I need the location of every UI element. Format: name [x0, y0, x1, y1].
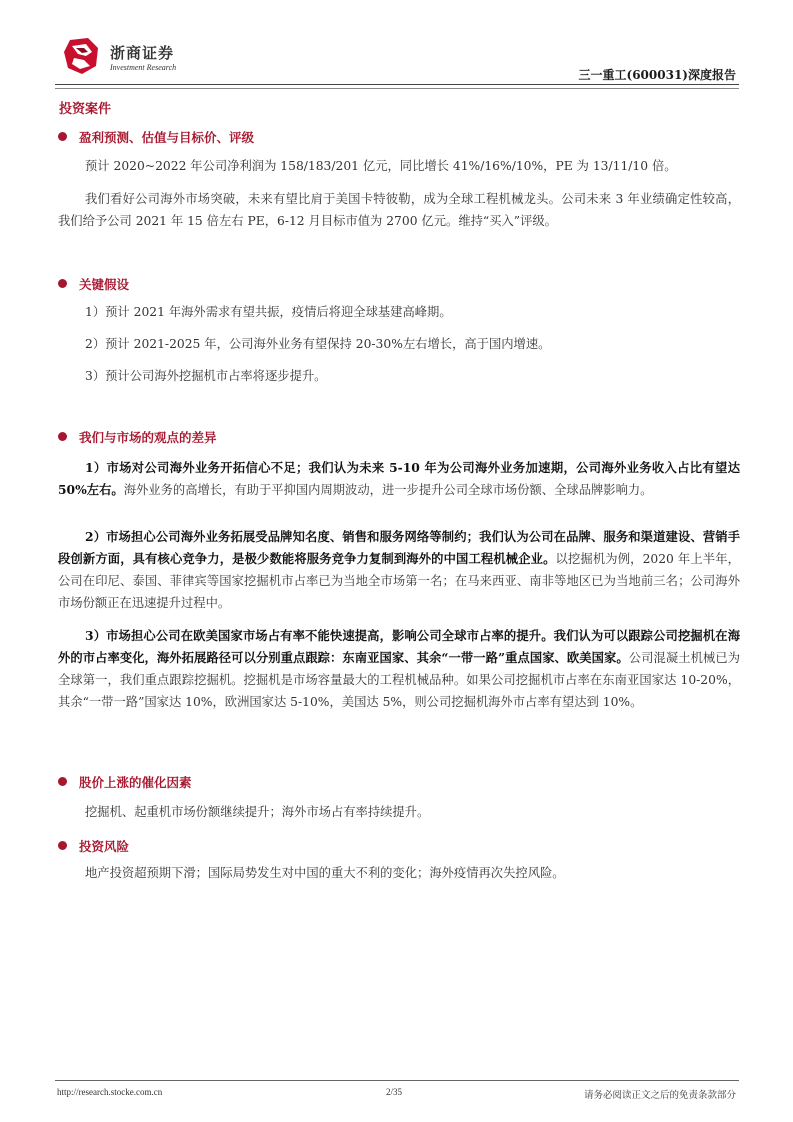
difference-paragraph-3 — [58, 625, 740, 713]
difference-paragraph-1 — [58, 457, 740, 501]
bullet-dot-icon — [58, 132, 67, 141]
paragraph-valuation: 我们看好公司海外市场突破，未来有望比肩于美国卡特彼勒，成为全球工程机械龙头。公司未来 3 年业绩确定性较高，我们给予公司 2021 年 15 倍左右 PE，6-12 月目标市值为 2700 亿元。维持“买入”评级。 — [58, 192, 740, 228]
bullet-dot-icon — [58, 279, 67, 288]
heading-profit-forecast — [58, 128, 254, 146]
page-number: 2/35 — [386, 1087, 403, 1097]
heading-text: 股价上涨的催化因素 — [79, 775, 192, 790]
risks-text: 地产投资超预期下滑；国际局势发生对中国的重大不利的变化；海外疫情再次失控风险。 — [85, 866, 565, 880]
heading-text: 我们与市场的观点的差异 — [79, 430, 217, 445]
bullet-dot-icon — [58, 841, 67, 850]
header-divider — [55, 84, 739, 85]
heading-key-assumptions — [58, 275, 129, 293]
difference-1-text: 海外业务的高增长，有助于平抑国内周期波动，进一步提升公司全球市场份额、全球品牌影响力。 — [123, 483, 653, 497]
bullet-dot-icon — [58, 777, 67, 786]
bullet-dot-icon — [58, 432, 67, 441]
header-divider-thin — [55, 88, 739, 89]
difference-3-text: 公司混凝土机械已为全球第一，我们重点跟踪挖掘机。挖掘机是市场容量最大的工程机械品种。如果公司挖掘机市占率在东南亚国家达 10-20%，其余“一带一路”国家达 10%，欧洲国家达 5-10%，美国达 5%，则公司挖掘机海外市占率有望达到 10%。 — [58, 651, 740, 709]
heading-market-difference — [58, 428, 217, 446]
heading-text: 盈利预测、估值与目标价、评级 — [79, 130, 255, 145]
brand-name-cn: 浙商证券 — [110, 44, 175, 62]
heading-text: 投资风险 — [79, 839, 130, 854]
heading-text: 关键假设 — [79, 277, 130, 292]
report-title: 三一重工(600031)深度报告 — [578, 68, 736, 82]
difference-1-bold: 1）市场对公司海外业务开拓信心不足；我们认为未来 5-10 年为公司海外业务加速期，公司海外业务收入占比有望达 50%左右。 — [58, 460, 740, 497]
difference-3-bold: 3）市场担心公司在欧美国家市场占有率不能快速提高，影响公司全球市占率的提升。我们认为可以跟踪公司挖掘机在海外的市占率变化，海外拓展路径可以分别重点跟踪：东南亚国家、其余“一带一路”重点国家、欧美国家。 — [58, 628, 740, 665]
paragraph-forecast: 预计 2020~2022 年公司净利润为 158/183/201 亿元，同比增长 41%/16%/10%，PE 为 13/11/10 倍。 — [85, 159, 677, 173]
footer-url[interactable]: http://research.stocke.com.cn — [57, 1087, 163, 1097]
difference-2-bold: 2）市场担心公司海外业务拓展受品牌知名度、销售和服务网络等制约；我们认为公司在品牌、服务和渠道建设、营销手段创新方面，具有核心竞争力，是极少数能将服务竞争力复制到海外的中国工程机械企业。 — [58, 529, 740, 566]
assumption-item: 1）预计 2021 年海外需求有望共振，疫情后将迎全球基建高峰期。 — [85, 305, 452, 319]
brand-name-en: Investment Research — [110, 63, 177, 72]
company-logo — [62, 36, 212, 78]
heading-risks — [58, 837, 129, 855]
heading-catalysts — [58, 773, 192, 791]
footer-divider — [55, 1080, 739, 1081]
catalysts-text: 挖掘机、起重机市场份额继续提升；海外市场占有率持续提升。 — [85, 805, 430, 819]
section-title: 投资案件 — [59, 102, 112, 117]
difference-paragraph-2 — [58, 526, 740, 614]
assumption-item: 3）预计公司海外挖掘机市占率将逐步提升。 — [85, 369, 327, 383]
logo-mark-icon — [62, 36, 102, 76]
footer-disclaimer: 请务必阅读正文之后的免责条款部分 — [583, 1090, 736, 1101]
assumption-item: 2）预计 2021-2025 年，公司海外业务有望保持 20-30%左右增长，高于国内增速。 — [85, 337, 551, 351]
difference-2-text: 以挖掘机为例，2020 年上半年，公司在印尼、泰国、菲律宾等国家挖掘机市占率已为当地全市场第一名；在马来西亚、南非等地区已为当地前三名；公司海外市场份额正在迅速提升过程中。 — [58, 552, 740, 610]
